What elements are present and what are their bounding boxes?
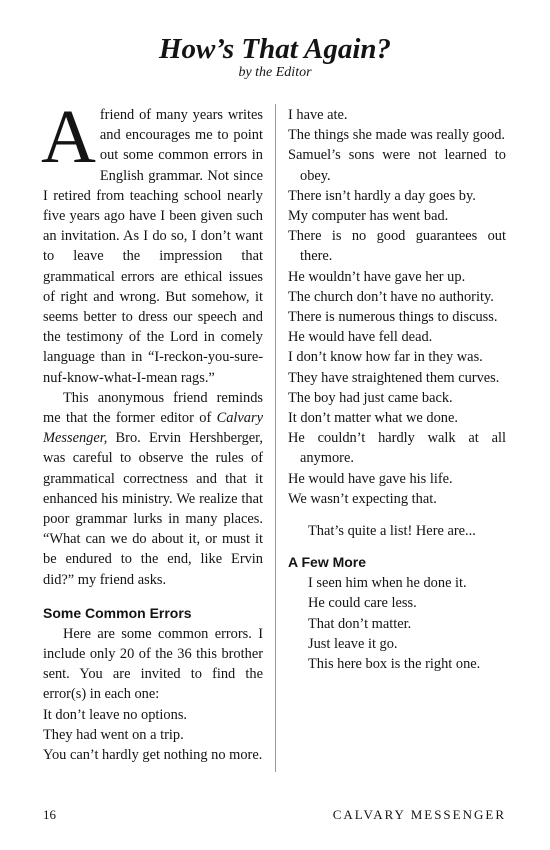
article-byline: by the Editor [238,65,312,80]
magazine-name: CALVARY MESSENGER [332,807,506,822]
error-item: My computer has went bad. [288,208,449,225]
left-column [41,95,263,765]
error-item: He couldn’t hardly walk at all anymore. [288,430,506,467]
intro-text: friend of many years writes and encourages me to point out some common errors in English grammar. Not since I retired from teaching school nearly five years ago have I been given such an invitation. As I do so, I don’t want to leave the impression that grammatical errors are ethical issues of right and wrong. But somehow, it seems better to dress our speech and the testimony of the Lord in comely language than in “I-reckon-you-sure-nuf-know-what-I-mean rags.” [43,107,263,386]
article-title: How’s That Again? [158,33,392,65]
error-item: The things she made was really good. [288,127,506,144]
more-item: That don’t matter. [308,615,412,632]
error-item: The church don’t have no authority. [288,288,494,305]
drop-cap: A [41,95,96,179]
error-item: He would have fell dead. [288,329,433,346]
error-item: I have ate. [288,107,348,123]
transition-line: That’s quite a list! Here are... [308,523,476,540]
error-item: He would have gave his life. [288,470,453,487]
error-item: They have straightened them curves. [288,369,500,386]
error-item: You can’t hardly get nothing no more. [43,747,263,764]
section-heading-a-few-more: A Few More [288,554,367,571]
magazine-name-italic: Calvary Messenger, [43,410,263,447]
column-divider [275,104,276,772]
more-item: I seen him when he done it. [308,575,467,592]
error-item: There isn’t hardly a day goes by. [288,187,476,204]
error-item: It don’t leave no options. [43,706,188,723]
error-item: We wasn’t expecting that. [288,490,437,507]
right-column [288,105,506,674]
error-item: It don’t matter what we done. [288,410,458,427]
error-item: He wouldn’t have gave her up. [288,268,466,285]
error-item: The boy had just came back. [288,389,453,406]
page-number: 16 [43,807,56,822]
paragraph-2-text-a: This anonymous friend reminds me that the former editor of [43,389,263,427]
intro-paragraph [41,95,263,388]
error-item: There is numerous things to discuss. [288,309,498,326]
paragraph-2 [43,388,263,590]
more-item: This here box is the right one. [308,656,481,673]
section1-intro: Here are some common errors. I include only 20 of the 36 this brother sent. You are invited to find the error(s) in each one: [43,625,263,703]
error-item: There is no good guarantees out there. [288,228,506,265]
more-item: He could care less. [308,595,417,612]
error-item: Samuel’s sons were not learned to obey. [288,147,506,184]
more-item: Just leave it go. [308,635,398,652]
paragraph-2-text-b: Bro. Ervin Hershberger, was careful to observe the rules of grammatical correctness and that it enhanced his ministry. We realize that poor grammar lurks in many places. “What can we do about it, or must it be endured to the end, like Ervin did?” my friend asks. [43,430,263,588]
section-heading-common-errors: Some Common Errors [43,604,192,621]
error-item: They had went on a trip. [43,726,184,743]
error-item: I don’t know how far in they was. [288,349,483,366]
